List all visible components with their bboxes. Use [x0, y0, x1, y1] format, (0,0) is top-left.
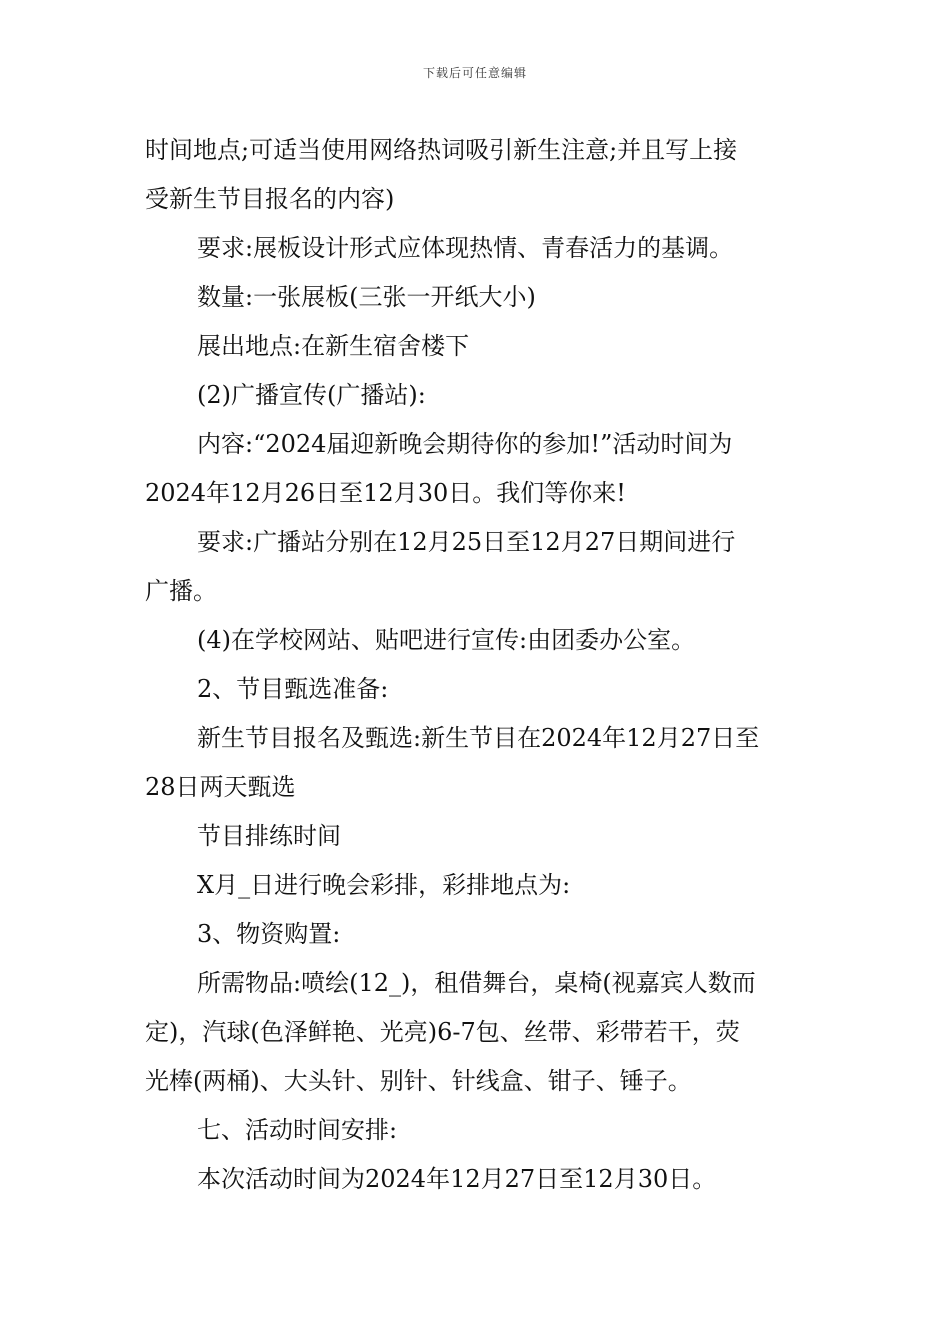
text-line: X月_日进行晚会彩排，彩排地点为: — [197, 871, 571, 899]
text-line: 所需物品:喷绘(12_)，租借舞台，桌椅(视嘉宾人数而 — [197, 969, 756, 997]
text-line: 数量:一张展板(三张一开纸大小) — [197, 283, 536, 311]
text-line: 广播。 — [145, 577, 217, 605]
text-line: 七、活动时间安排: — [197, 1116, 398, 1144]
text-line: 内容:“2024届迎新晚会期待你的参加!”活动时间为 — [197, 430, 733, 458]
page-header: 下载后可任意编辑 — [422, 66, 527, 80]
text-line: 节目排练时间 — [197, 822, 341, 850]
text-line: 要求:展板设计形式应体现热情、青春活力的基调。 — [197, 234, 734, 262]
text-line: 28日两天甄选 — [145, 773, 296, 801]
text-line: 要求:广播站分别在12月25日至12月27日期间进行 — [197, 528, 736, 556]
text-line: 定)，汽球(色泽鲜艳、光亮)6-7包、丝带、彩带若干，荧 — [145, 1018, 740, 1046]
text-line: 2、节目甄选准备: — [197, 675, 389, 703]
text-line: 展出地点:在新生宿舍楼下 — [197, 332, 470, 360]
text-line: 2024年12月26日至12月30日。我们等你来! — [145, 479, 626, 507]
text-line: 3、物资购置: — [197, 920, 341, 948]
text-line: 受新生节目报名的内容) — [145, 185, 395, 213]
text-line: (4)在学校网站、贴吧进行宣传:由团委办公室。 — [197, 626, 696, 654]
text-line: 时间地点;可适当使用网络热词吸引新生注意;并且写上接 — [145, 136, 738, 164]
document-body — [145, 126, 810, 1204]
text-line: 新生节目报名及甄选:新生节目在2024年12月27日至 — [197, 724, 760, 752]
text-line: (2)广播宣传(广播站): — [197, 381, 426, 409]
text-line: 本次活动时间为2024年12月27日至12月30日。 — [197, 1165, 717, 1193]
text-line: 光棒(两桶)、大头针、别针、针线盒、钳子、锤子。 — [145, 1067, 692, 1095]
